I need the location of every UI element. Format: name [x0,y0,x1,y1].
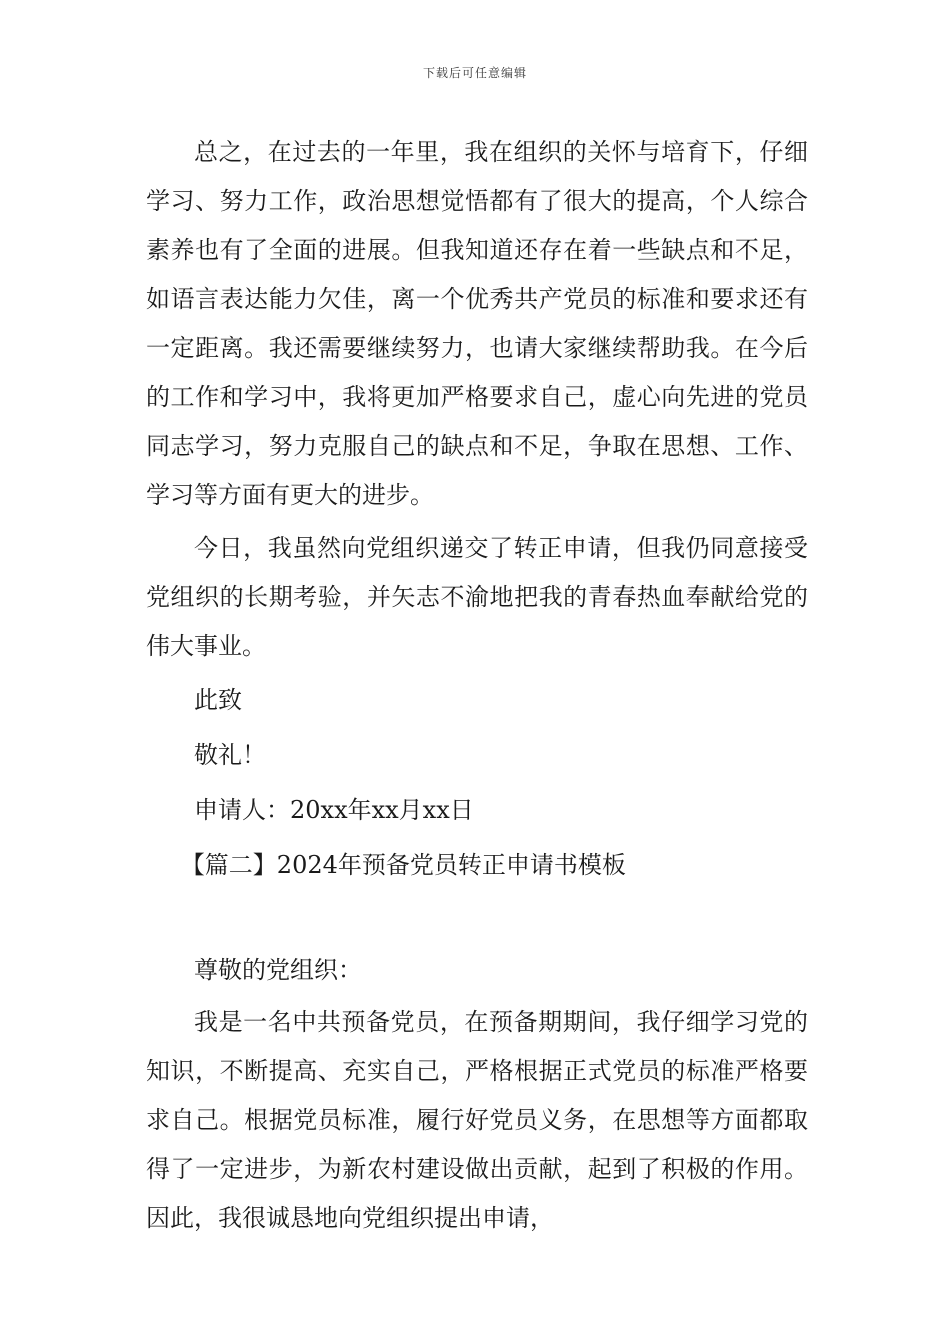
section-heading: 【篇二】2024年预备党员转正申请书模板 [180,851,626,879]
paragraph-summary: 总之，在过去的一年里，我在组织的关怀与培育下，仔细学习、努力工作，政治思想觉悟都有了很大的提高，个人综合素养也有了全面的进展。但我知道还存在着一些缺点和不足，如语言表达能力欠佳，离一个优秀共产党员的标准和要求还有一定距离。我还需要继续努力，也请大家继续帮助我。在今后的工作和学习中，我将更加严格要求自己，虚心向先进的党员同志学习，努力克服自己的缺点和不足，争取在思想、工作、学习等方面有更大的进步。 [146,138,808,509]
paragraph-acceptance: 今日，我虽然向党组织递交了转正申请，但我仍同意接受党组织的长期考验，并矢志不渝地把我的青春热血奉献给党的伟大事业。 [146,534,808,660]
header-note: 下载后可任意编辑 [422,66,527,80]
salutation: 尊敬的党组织： [194,956,362,984]
paragraph-introduction: 我是一名中共预备党员，在预备期期间，我仔细学习党的知识，不断提高、充实自己，严格根据正式党员的标准严格要求自己。根据党员标准，履行好党员义务，在思想等方面都取得了一定进步，为新农村建设做出贡献，起到了积极的作用。因此，我很诚恳地向党组织提出申请， [146,1008,808,1232]
blank-gap [146,893,808,943]
signature-line: 申请人：20xx年xx月xx日 [194,796,474,824]
closing-salute: 敬礼！ [194,741,266,769]
closing-greeting: 此致 [194,686,242,714]
document-body [146,128,808,1243]
